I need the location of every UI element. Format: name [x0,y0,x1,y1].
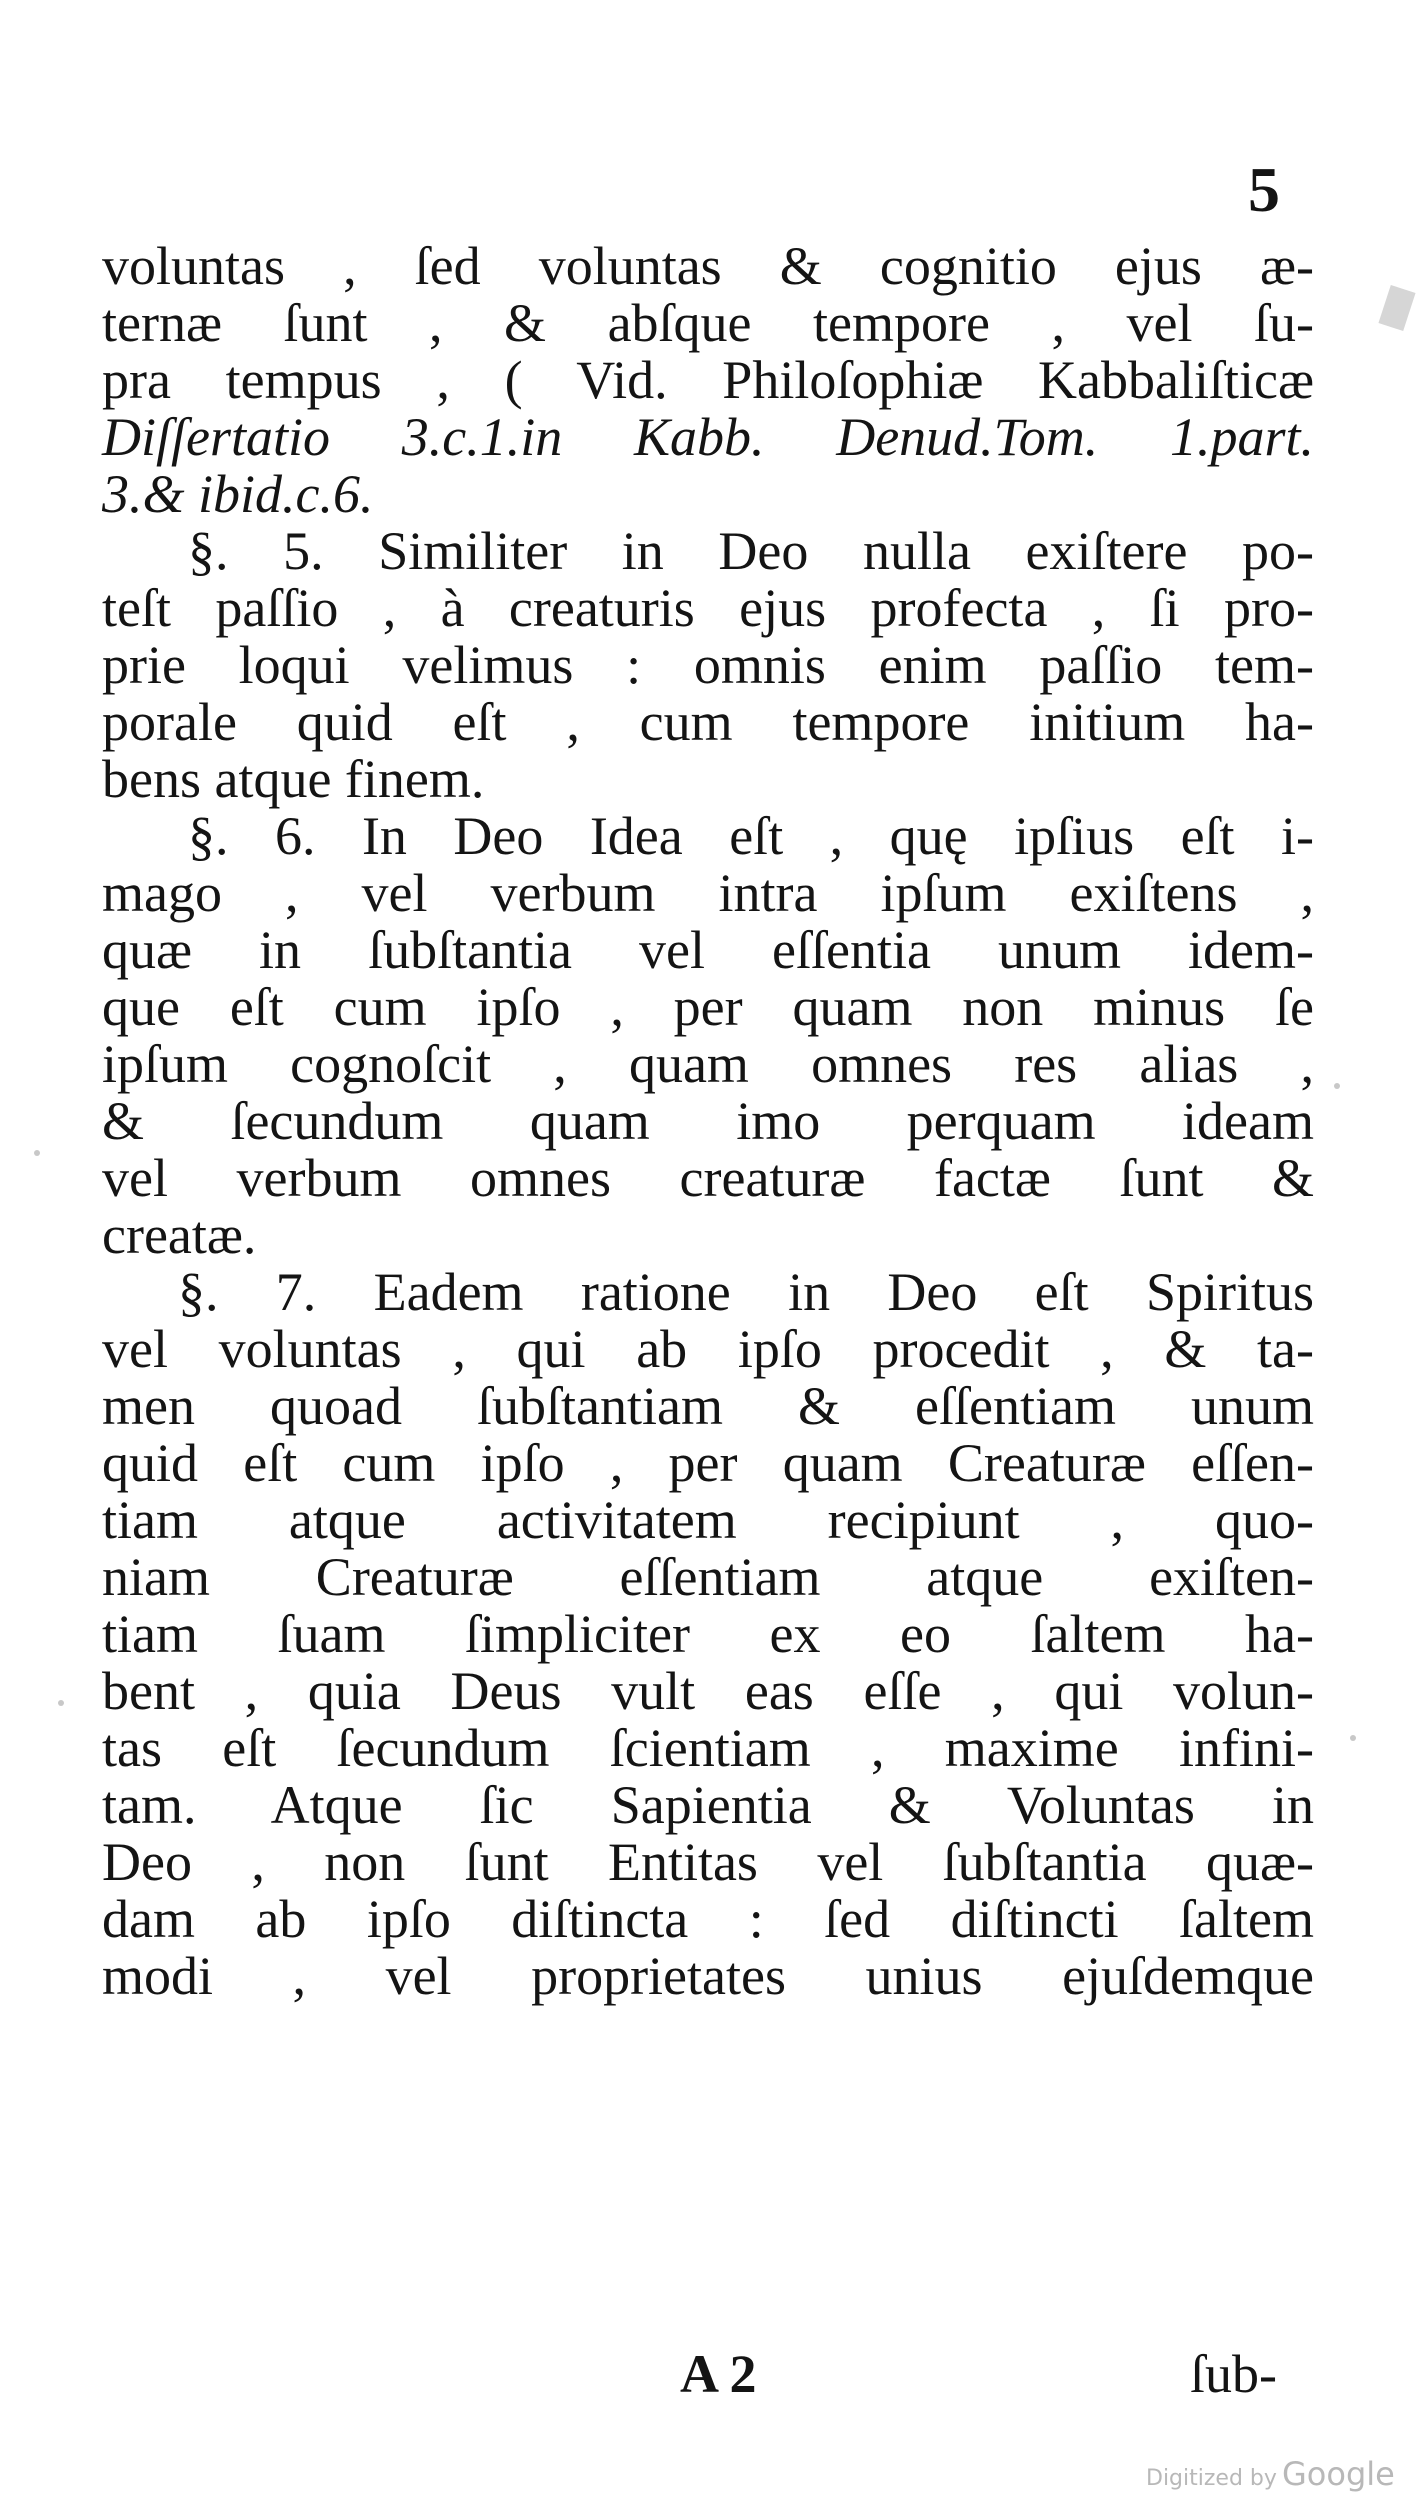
text-line: ternæ ſunt , & abſque tempore , vel ſu- [102,293,1314,353]
paper-speck [58,1700,64,1706]
page-edge-mark [1378,285,1415,331]
watermark-prefix: Digitized by [1146,2466,1277,2491]
text-line: creatæ. [102,1205,257,1265]
paper-speck [34,1150,40,1156]
text-line: prie loqui velimus : omnis enim paſſio tem- [102,635,1314,695]
signature-mark: A 2 [680,2344,757,2404]
text-line: bent , quia Deus vult eas eſſe , qui volun- [102,1661,1314,1721]
digitization-watermark [1146,2455,1395,2493]
text-line: 3.& ibid.c.6. [102,464,374,524]
text-line: teſt paſſio , à creaturis ejus profecta , ſi pro- [102,578,1314,638]
text-line: Deo , non ſunt Entitas vel ſubſtantia quæ- [102,1832,1314,1892]
text-line: quæ in ſubſtantia vel eſſentia unum idem- [102,920,1314,980]
paper-speck [1334,1083,1340,1089]
text-line: vel voluntas , qui ab ipſo procedit , & ta- [102,1319,1314,1379]
text-line: men quoad ſubſtantiam & eſſentiam unum [102,1376,1314,1436]
text-line: ipſum cognoſcit , quam omnes res alias , [102,1034,1314,1094]
paragraph-5-start: §. 5. Similiter in Deo nulla exiſtere po- [188,521,1314,581]
text-line: que eſt cum ipſo , per quam non minus ſe [102,977,1314,1037]
text-line: niam Creaturæ eſſentiam atque exiſten- [102,1547,1314,1607]
text-line: porale quid eſt , cum tempore initium ha- [102,692,1314,752]
text-line: tiam ſuam ſimpliciter ex eo ſaltem ha- [102,1604,1314,1664]
paragraph-6-start: §. 6. In Deo Idea eſt , quę ipſius eſt i- [188,806,1314,866]
catchword: ſub- [1190,2344,1277,2404]
text-line: pra tempus , ( Vid. Philoſophiæ Kabbaliſticæ [102,350,1314,410]
watermark-brand: Google [1282,2455,1395,2493]
body-text [102,238,1314,2005]
text-line: mago , vel verbum intra ipſum exiſtens , [102,863,1314,923]
paragraph-7-start: §. 7. Eadem ratione in Deo eſt Spiritus [178,1262,1314,1322]
text-line: tiam atque activitatem recipiunt , quo- [102,1490,1314,1550]
text-line: voluntas , ſed voluntas & cognitio ejus æ- [102,236,1314,296]
text-line: & ſecundum quam imo perquam ideam [102,1091,1314,1151]
text-line: vel verbum omnes creaturæ factæ ſunt & [102,1148,1314,1208]
text-line: tam. Atque ſic Sapientia & Voluntas in [102,1775,1314,1835]
text-line: tas eſt ſecundum ſcientiam , maxime infini- [102,1718,1314,1778]
text-line: modi , vel proprietates unius ejuſdemque [102,1946,1314,2006]
text-line: bens atque finem. [102,749,485,809]
text-line: dam ab ipſo diſtincta : ſed diſtincti ſaltem [102,1889,1314,1949]
page-number: 5 [1248,154,1280,225]
paper-speck [1350,1735,1356,1741]
text-line: quid eſt cum ipſo , per quam Creaturæ eſſen- [102,1433,1314,1493]
text-line: Diſſertatio 3.c.1.in Kabb. Denud.Tom. 1.part. [102,407,1314,467]
